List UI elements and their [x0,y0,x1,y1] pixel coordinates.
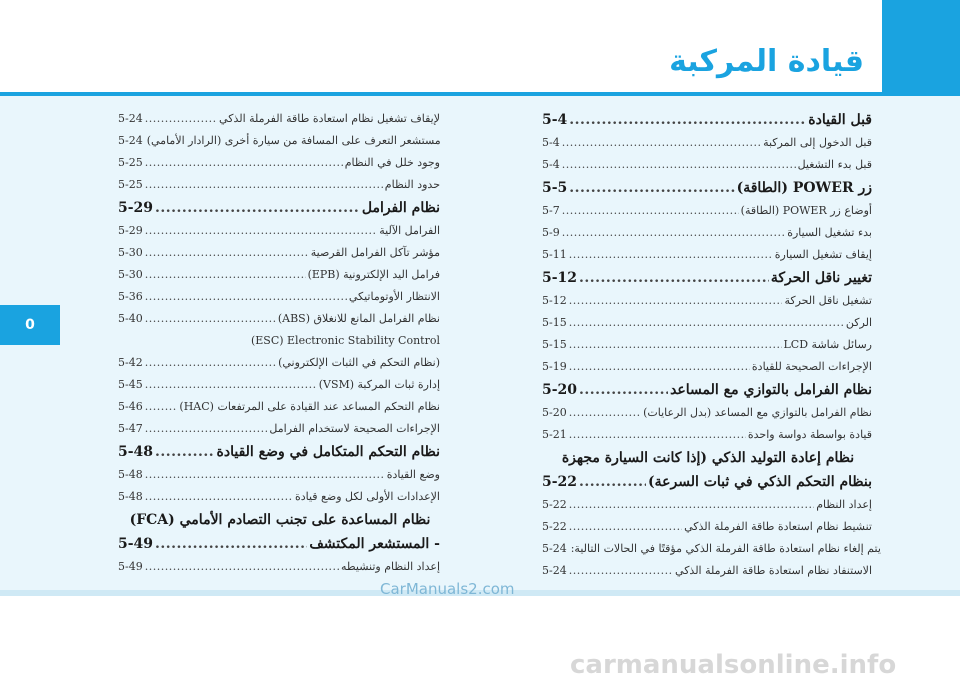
toc-leader-dots [569,294,783,307]
toc-entry[interactable] [118,490,440,512]
toc-entry[interactable] [542,294,872,316]
toc-title: إيقاف تشغيل السيارة [774,248,872,261]
toc-title: الانتظار الأوتوماتيكي [348,290,440,303]
toc-leader-dots [562,226,785,239]
toc-page-number: 5-5 [542,180,568,196]
toc-page-number: 5-12 [542,270,578,286]
toc-entry[interactable] [118,200,440,224]
toc-leader-dots [569,498,815,511]
toc-page-number: 5-22 [542,520,567,533]
toc-leader-dots [145,178,383,191]
toc-page-number: 5-30 [118,268,143,281]
toc-title: نظام التحكم المساعد عند القيادة على المرتفعات (HAC) [179,400,440,413]
toc-leader-dots [569,520,682,533]
toc-page-number: 5-48 [118,444,154,460]
toc-leader-dots [562,204,739,217]
toc-entry[interactable] [542,270,872,294]
toc-title: نظام المساعدة على تجنب التصادم الأمامي (FCA) [129,512,431,528]
toc-page-number: 5-36 [118,290,143,303]
toc-column-right [542,112,881,586]
toc-page-number: 5-22 [542,498,567,511]
toc-page-number: 5-47 [118,422,143,435]
toc-leader-dots [145,312,276,325]
toc-leader-dots [569,338,782,351]
toc-title: حدود النظام [384,178,440,191]
toc-entry[interactable] [118,334,440,356]
toc-title: الركن [845,316,872,329]
toc-leader-dots [562,136,761,149]
toc-page-number: 5-48 [118,490,143,503]
toc-page-number: 5-4 [542,136,560,149]
toc-leader-dots [155,536,307,552]
toc-title: الاستنفاد نظام استعادة طاقة الفرملة الذكي [675,564,872,577]
toc-title: نظام الفرامل بالتوازي مع المساعد [670,382,872,398]
toc-page-number: 5-4 [542,112,568,128]
toc-entry[interactable] [542,498,872,520]
toc-page-number: 5-45 [118,378,143,391]
toc-page-number: 5-40 [118,312,143,325]
toc-title: قبل بدء التشغيل [797,158,872,171]
toc-entry[interactable] [542,248,872,270]
toc-page-number: 5-25 [118,156,143,169]
toc-title: قبل القيادة [808,112,872,128]
toc-entry[interactable] [542,136,872,158]
toc-leader-dots [569,564,673,577]
toc-leader-dots [155,444,214,460]
toc-leader-dots [569,360,750,373]
toc-entry[interactable] [542,112,872,136]
toc-page-number: 5-20 [542,382,578,398]
toc-entry[interactable] [542,204,872,226]
toc-entry[interactable] [542,428,872,450]
toc-title: إدارة ثبات المركبة (VSM) [318,378,440,391]
toc-title: إعداد النظام [816,498,872,511]
toc-title: قبل الدخول إلى المركبة [763,136,872,149]
toc-leader-dots [569,428,746,441]
toc-entry[interactable] [118,512,440,536]
toc-page-number: 5-15 [542,316,567,329]
toc-title: نظام الفرامل بالتوازي مع المساعد (بدل الرعايات) [643,406,872,419]
toc-leader-dots [579,382,668,398]
toc-entry[interactable] [118,560,440,582]
toc-leader-dots [145,290,347,303]
toc-title: لإيقاف تشغيل نظام استعادة طاقة الفرملة الذكي [219,112,440,125]
toc-title: الإعدادات الأولى لكل وضع قيادة [294,490,440,503]
toc-title: - المستشعر المكتشف [309,536,440,552]
watermark[interactable]: CarManuals2.com [380,580,515,598]
toc-page-number: 5-29 [118,200,154,216]
toc-entry[interactable] [118,536,440,560]
section-tab[interactable]: 0 [0,305,60,345]
toc-page-number: 5-9 [542,226,560,239]
toc-entry[interactable] [542,542,881,564]
toc-page-number: 5-21 [542,428,567,441]
toc-entry[interactable] [542,226,872,248]
toc-entry[interactable] [542,564,872,586]
toc-leader-dots [569,180,734,196]
toc-entry[interactable] [542,360,872,382]
toc-entry[interactable] [542,406,872,428]
toc-entry[interactable] [542,316,872,338]
toc-leader-dots [579,270,769,286]
toc-leader-dots [569,248,773,261]
toc-column-left [118,112,440,582]
toc-page-number: 5-19 [542,360,567,373]
toc-entry[interactable] [542,338,872,360]
toc-leader-dots [145,246,309,259]
toc-entry[interactable] [542,474,872,498]
toc-page-number: 5-20 [542,406,567,419]
toc-page-number: 5-24 [542,542,567,555]
toc-title: وضع القيادة [386,468,440,481]
toc-entry[interactable] [118,444,440,468]
toc-entry[interactable] [118,378,440,400]
toc-entry[interactable] [118,134,440,156]
toc-page-number: 5-49 [118,560,143,573]
toc-title: مؤشر تآكل الفرامل القرصية [310,246,440,259]
toc-title: نظام إعادة التوليد الذكي (إذا كانت السيارة مجهزة [561,450,855,466]
toc-entry[interactable] [118,268,440,290]
toc-page-number: 5-4 [542,158,560,171]
toc-title: بنظام التحكم الذكي في ثبات السرعة) [648,474,872,490]
toc-title: بدء تشغيل السيارة [787,226,872,239]
toc-leader-dots [562,158,796,171]
toc-title: رسائل شاشة LCD [783,338,872,351]
toc-title: تنشيط نظام استعادة طاقة الفرملة الذكي [684,520,872,533]
toc-leader-dots [569,112,806,128]
toc-page-number: 5-15 [542,338,567,351]
toc-title: نظام الفرامل المانع للانغلاق (ABS) [277,312,440,325]
toc-page-number: 5-46 [118,400,143,413]
toc-leader-dots [145,268,306,281]
toc-page-number: 5-7 [542,204,560,217]
toc-entry[interactable] [118,112,440,134]
toc-title: مستشعر التعرف على المسافة من سيارة أخرى (الرادار الأمامي) [146,134,441,147]
toc-page-number: 5-24 [118,134,143,147]
toc-leader-dots [155,200,360,216]
toc-entry[interactable] [118,178,440,200]
toc-leader-dots [579,474,646,490]
toc-title: فرامل اليد الإلكترونية (EPB) [307,268,440,281]
toc-page-number: 5-11 [542,248,567,261]
toc-page-number: 5-49 [118,536,154,552]
toc-entry[interactable] [542,520,872,542]
corner-block [882,0,960,96]
toc-entry[interactable] [118,312,440,334]
toc-entry[interactable] [542,180,872,204]
toc-leader-dots [145,422,268,435]
toc-entry[interactable] [542,382,872,406]
toc-entry[interactable] [118,224,440,246]
toc-entry[interactable] [118,356,440,378]
toc-title: إعداد النظام وتنشيطه [341,560,440,573]
toc-entry[interactable] [118,290,440,312]
toc-leader-dots [569,406,641,419]
toc-page-number: 5-24 [542,564,567,577]
toc-page-number: 5-48 [118,468,143,481]
toc-entry[interactable] [118,468,440,490]
toc-title: تشغيل ناقل الحركة [784,294,872,307]
toc-leader-dots [145,490,293,503]
site-watermark: carmanualsonline.info [570,650,897,680]
toc-title: زر POWER (الطاقة) [736,180,872,196]
toc-title: نظام التحكم المتكامل في وضع القيادة [216,444,440,460]
page-title: قيادة المركبة [669,44,864,79]
toc-entry[interactable] [118,400,440,422]
toc-title: وجود خلل في النظام [344,156,440,169]
toc-page-number: 5-22 [542,474,578,490]
toc-leader-dots [145,468,385,481]
toc-leader-dots [145,400,178,413]
toc-entry[interactable] [118,422,440,444]
toc-page-number: 5-24 [118,112,143,125]
toc-page-number: 5-29 [118,224,143,237]
toc-page-number: 5-42 [118,356,143,369]
toc-title: يتم إلغاء نظام استعادة طاقة الفرملة الذكي مؤقتًا في الحالات التالية: [570,542,881,555]
toc-leader-dots [145,356,276,369]
toc-leader-dots [145,224,378,237]
toc-title: الإجراءات الصحيحة للقيادة [751,360,872,373]
toc-entry[interactable] [542,158,872,180]
toc-title: (ESC) Electronic Stability Control [250,334,440,347]
toc-title: قيادة بواسطة دواسة واحدة [747,428,872,441]
toc-page-number: 5-30 [118,246,143,259]
toc-leader-dots [569,316,844,329]
toc-leader-dots [145,112,217,125]
toc-entry[interactable] [118,246,440,268]
toc-entry[interactable] [118,156,440,178]
toc-page-number: 5-25 [118,178,143,191]
toc-leader-dots [145,378,317,391]
toc-title: الإجراءات الصحيحة لاستخدام الفرامل [269,422,440,435]
toc-title: (نظام التحكم في الثبات الإلكتروني) [278,356,440,369]
toc-page-number: 5-12 [542,294,567,307]
toc-title: الفرامل الآلية [379,224,440,237]
toc-leader-dots [145,560,339,573]
toc-title: تغيير ناقل الحركة [770,270,872,286]
toc-entry[interactable] [542,450,872,474]
toc-title: نظام الفرامل [361,200,440,216]
toc-leader-dots [145,156,343,169]
toc-title: أوضاع زر POWER (الطاقة) [740,204,872,217]
